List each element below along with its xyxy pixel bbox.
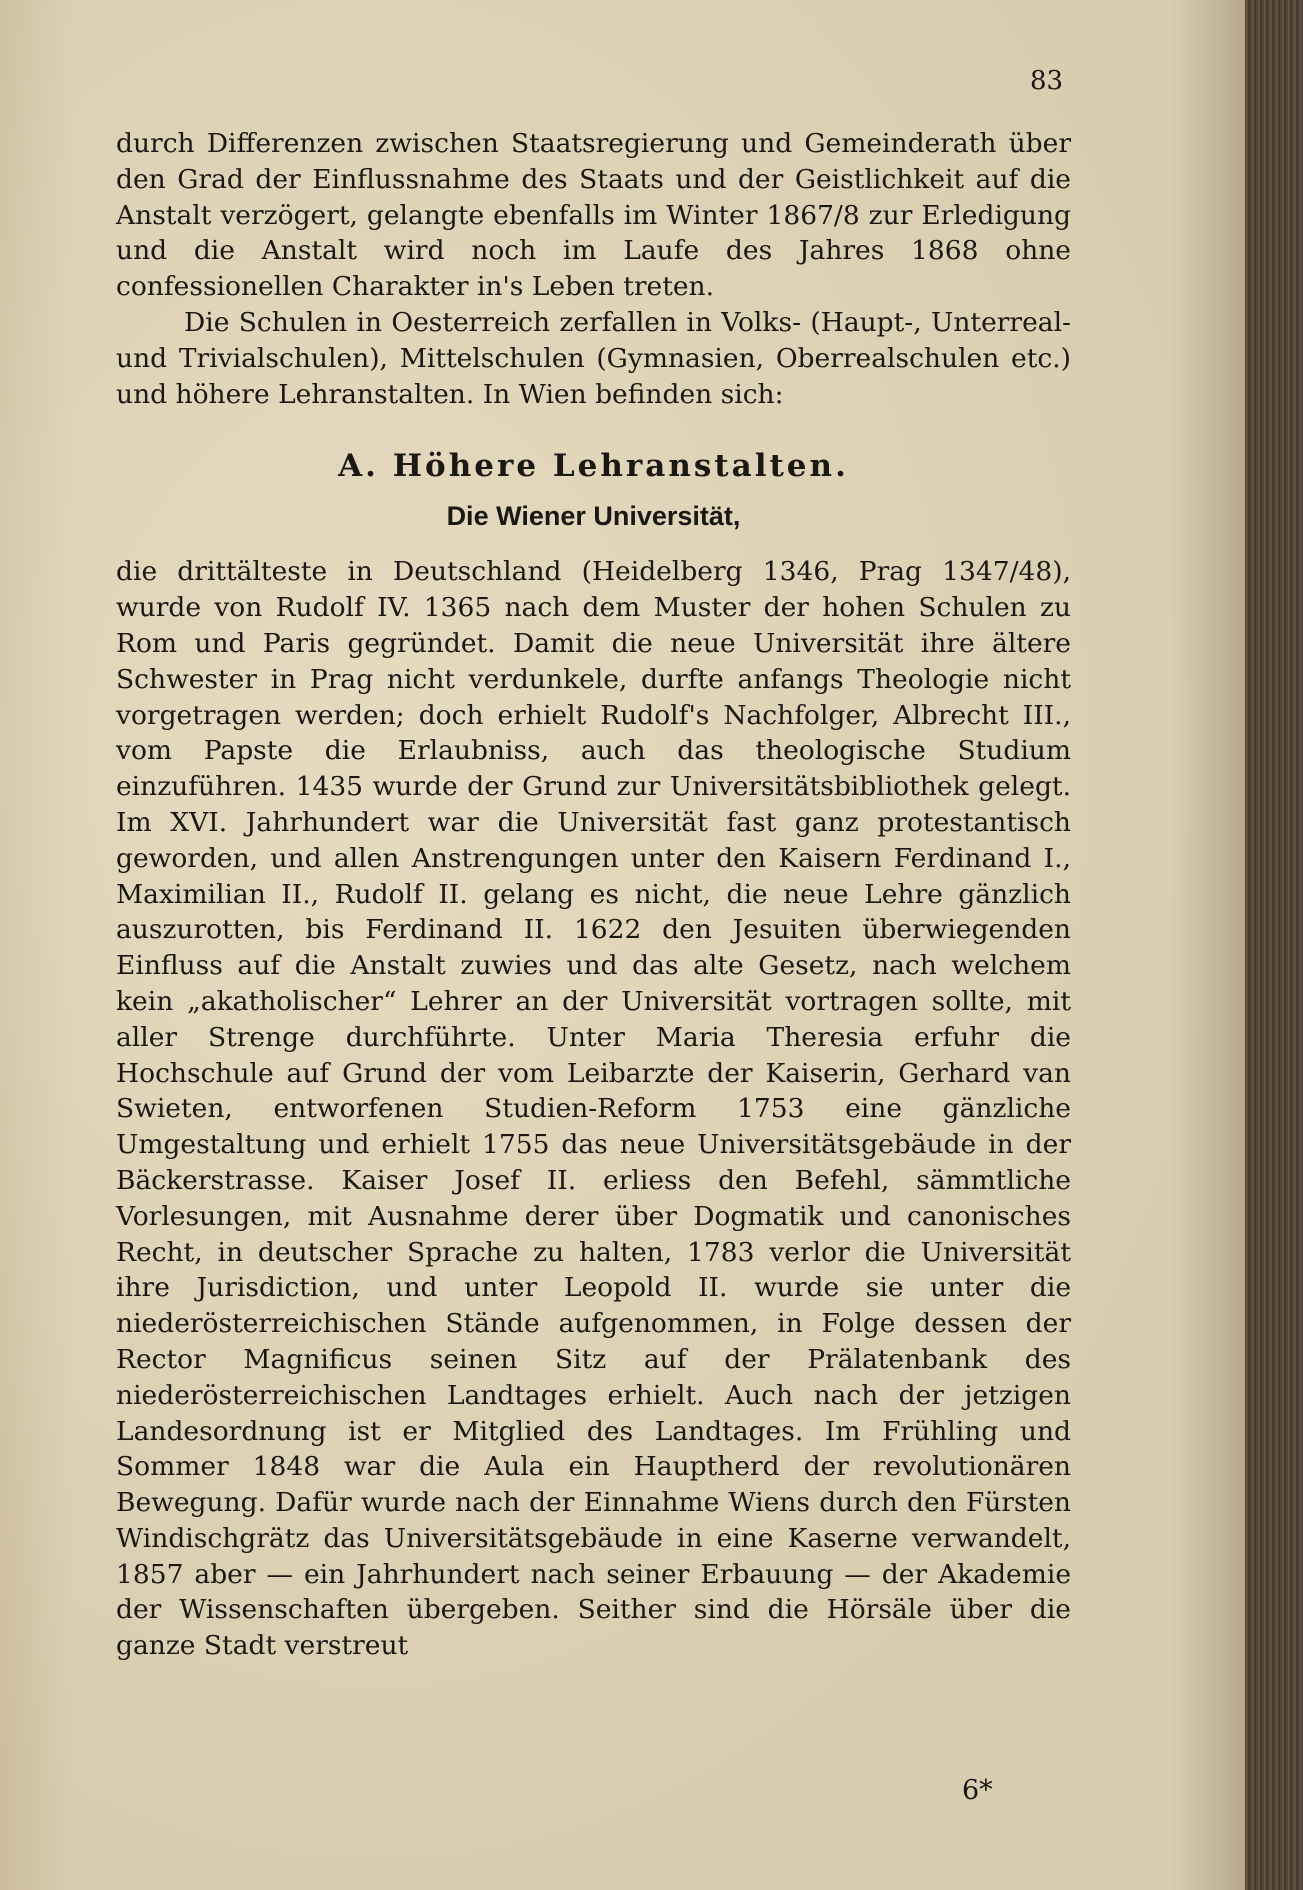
section-heading: A. Höhere Lehranstalten. — [338, 448, 849, 485]
book-page-edges — [1245, 0, 1303, 1890]
university-paragraph: die drittälteste in Deutschland (Heidelberg 1346, Prag 1347/48), wurde von Rudolf IV. 1365 nach dem Muster der hohen Schulen zu Rom und Paris gegründet. Damit die neue Universität ihre ältere Schwester in Prag nicht verdunkele, durfte anfangs Theologie nicht vorgetragen werden; doch erhielt Rudolf's Nachfolger, Albrecht III., vom Papste die Erlaubniss, auch das theologische Studium einzuführen. 1435 wurde der Grund zur Universitätsbibliothek gelegt. Im XVI. Jahrhundert war die Universität fast ganz protestantisch geworden, und allen Anstrengungen unter den Kaisern Ferdinand I., Maximilian II., Rudolf II. gelang es nicht, die neue Lehre gänzlich auszurotten, bis Ferdinand II. 1622 den Jesuiten überwiegenden Einfluss auf die Anstalt zuwies und das alte Gesetz, nach welchem kein „akatholischer“ Lehrer an der Universität vortragen sollte, mit aller Strenge durchführte. Unter Maria Theresia erfuhr die Hochschule auf Grund der vom Leibarzte der Kaiserin, Gerhard van Swieten, entworfenen Studien-Reform 1753 eine gänzliche Umgestaltung und erhielt 1755 das neue Universitätsgebäude in der Bäckerstrasse. Kaiser Josef II. erliess den Befehl, sämmtliche Vorlesungen, mit Ausnahme derer über Dogmatik und canonisches Recht, in deutscher Sprache zu halten, 1783 verlor die Universität ihre Jurisdiction, und unter Leopold II. wurde sie unter die niederösterreichischen Stände aufgenommen, in Folge dessen der Rector Magnificus seinen Sitz auf der Prälatenbank des niederösterreichischen Landtages erhielt. Auch nach der jetzigen Landesordnung ist er Mitglied des Landtages. Im Frühling und Sommer 1848 war die Aula ein Hauptherd der revolutionären Bewegung. Dafür wurde nach der Einnahme Wiens durch den Fürsten Windischgrätz das Universitätsgebäude in eine Kaserne verwandelt, 1857 aber — ein Jahrhundert nach seiner Erbauung — der Akademie der Wissenschaften übergeben. Seither sind die Hörsäle über die ganze Stadt verstreut — [116, 556, 1071, 1662]
schools-paragraph: Die Schulen in Oesterreich zerfallen in Volks- (Haupt-, Unterreal- und Trivialschulen), Mittelschulen (Gymnasien, Oberrealschulen etc.) und höhere Lehranstalten. In Wien befinden sich: — [116, 306, 1071, 410]
text-block — [116, 126, 1071, 1664]
intro-paragraph: durch Differenzen zwischen Staatsregierung und Gemeinderath über den Grad der Einflussnahme des Staats und der Geistlichkeit auf die Anstalt verzögert, gelangte ebenfalls im Winter 1867/8 zur Erledigung und die Anstalt wird noch im Laufe des Jahres 1868 ohne confessionellen Charakter in's Leben treten. — [116, 128, 1071, 303]
page-number: 83 — [1030, 66, 1064, 96]
subsection-heading: Die Wiener Universität, — [446, 501, 741, 532]
signature-mark: 6* — [962, 1775, 993, 1806]
